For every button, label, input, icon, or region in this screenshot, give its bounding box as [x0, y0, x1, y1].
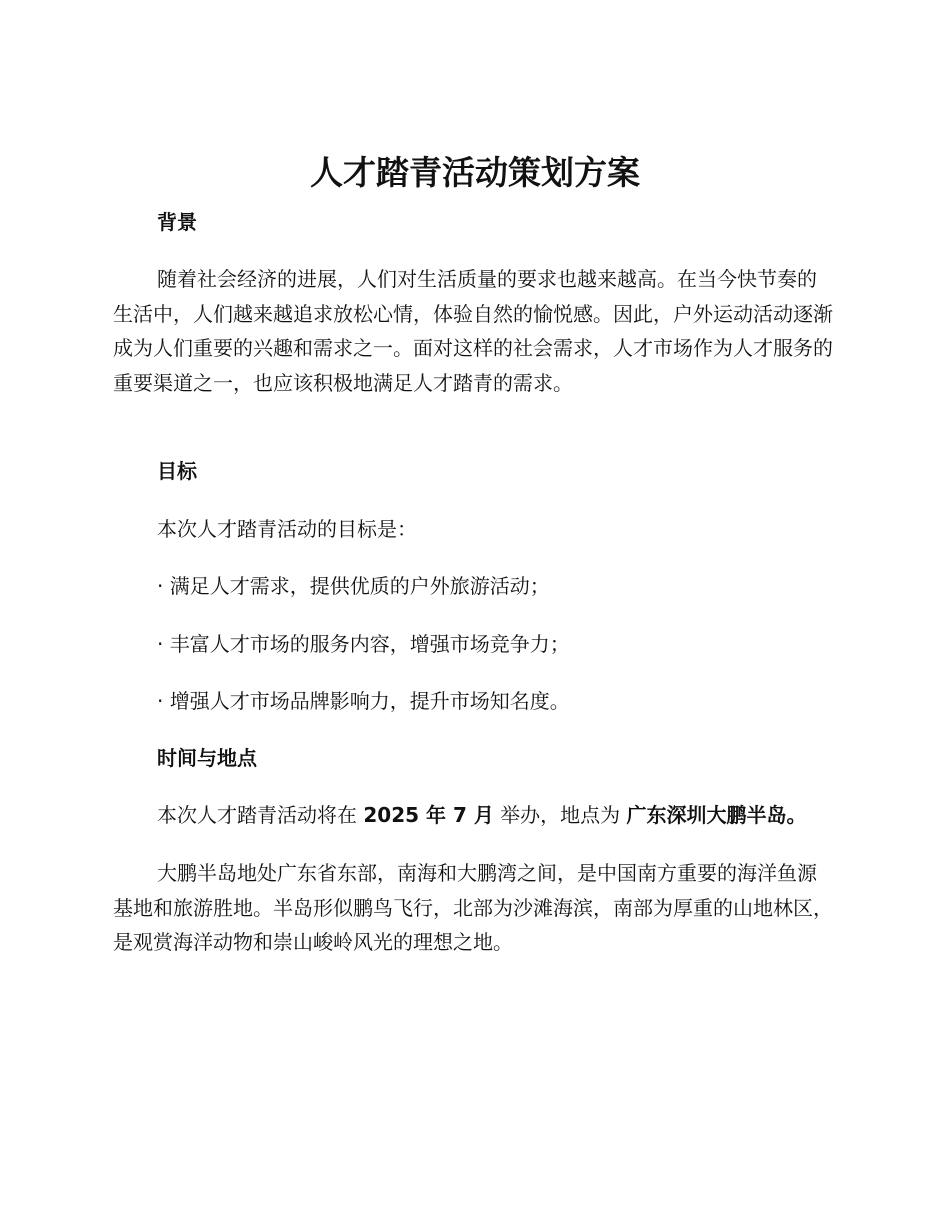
event-location: 广东深圳大鹏半岛。	[626, 803, 807, 827]
background-paragraph: 随着社会经济的进展，人们对生活质量的要求也越来越高。在当今快节奏的生活中，人们越来越追求放松心情，体验自然的愉悦感。因此，户外运动活动逐渐成为人们重要的兴趣和需求之一。面对这样的社会需求，人才市场作为人才服务的重要渠道之一，也应该积极地满足人才踏青的需求。	[113, 267, 833, 395]
section-heading-goals: 目标	[157, 459, 197, 483]
section-heading-time-place: 时间与地点	[157, 746, 257, 770]
goals-intro: 本次人才踏青活动的目标是：	[157, 517, 417, 541]
goal-item: · 增强人才市场品牌影响力，提升市场知名度。	[157, 689, 570, 713]
event-date: 2025 年 7 月	[363, 803, 494, 827]
goal-item: · 满足人才需求，提供优质的户外旅游活动；	[157, 574, 550, 598]
sentence-prefix: 本次人才踏青活动将在	[157, 803, 364, 827]
sentence-middle: 举办，地点为	[493, 803, 627, 827]
goal-item: · 丰富人才市场的服务内容，增强市场竞争力；	[157, 632, 570, 656]
time-place-sentence	[157, 800, 807, 830]
location-paragraph: 大鹏半岛地处广东省东部，南海和大鹏湾之间，是中国南方重要的海洋鱼源基地和旅游胜地。半岛形似鹏鸟飞行，北部为沙滩海滨，南部为厚重的山地林区，是观赏海洋动物和崇山峻岭风光的理想之地。	[113, 861, 833, 954]
document-title: 人才踏青活动策划方案	[310, 153, 640, 192]
section-heading-background: 背景	[157, 210, 197, 234]
